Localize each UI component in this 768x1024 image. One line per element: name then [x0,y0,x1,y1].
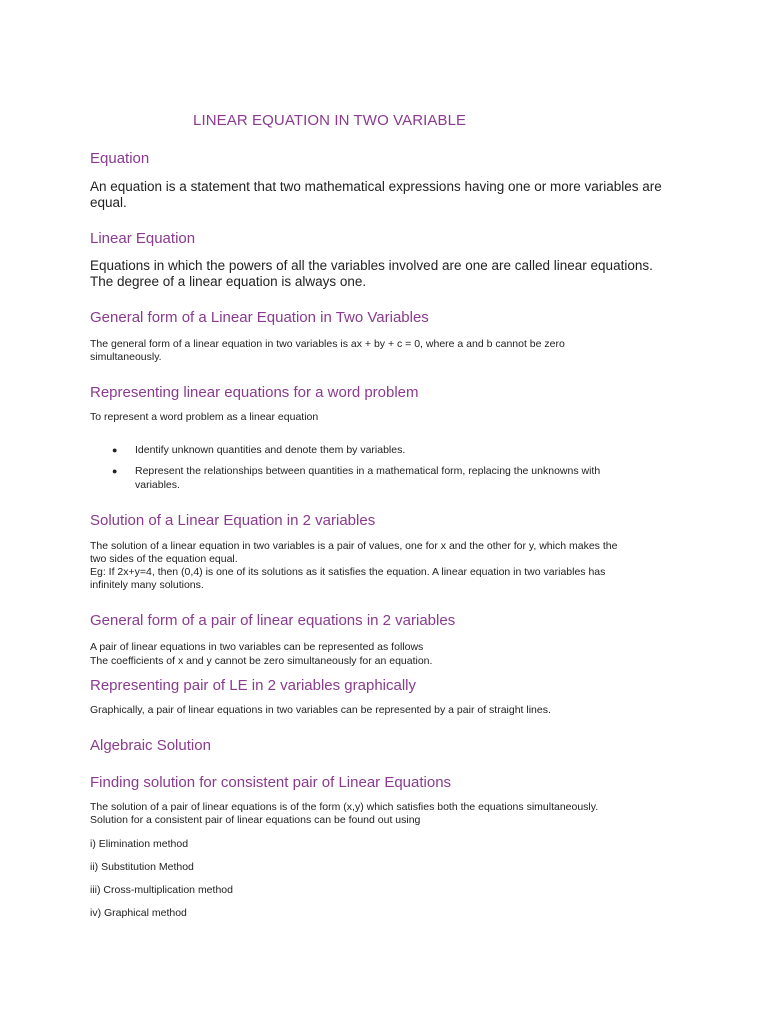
text-line: Eg: If 2x+y=4, then (0,4) is one of its solutions as it satisfies the equation. A linear equation in two variables has [90,566,606,578]
text-line: infinitely many solutions. [90,579,204,591]
text-line: variables. [135,479,180,491]
list-item [112,464,672,492]
heading-solution: Solution of a Linear Equation in 2 variables [90,512,376,529]
text-line: simultaneously. [90,351,162,363]
text-line: Identify unknown quantities and denote them by variables. [135,444,406,456]
text-line: Solution for a consistent pair of linear equations can be found out using [90,814,421,826]
list-item [112,443,672,457]
method-item-graphical: iv) Graphical method [90,907,187,919]
text-line: A pair of linear equations in two variables can be represented as follows [90,641,424,653]
text-line: Equations in which the powers of all the variables involved are one are called linear equations. [90,258,653,273]
solution-paragraph [90,540,680,592]
heading-equation: Equation [90,150,150,167]
heading-word-problem: Representing linear equations for a word problem [90,384,419,401]
heading-consistent-pair: Finding solution for consistent pair of Linear Equations [90,774,452,791]
text-line: The degree of a linear equation is always one. [90,274,367,289]
method-item-substitution: ii) Substitution Method [90,861,194,873]
text-line: The solution of a pair of linear equations is of the form (x,y) which satisfies both the equations simultaneously. [90,801,599,813]
method-item-elimination: i) Elimination method [90,838,189,850]
consistent-paragraph [90,801,680,827]
general-form-paragraph [90,338,680,364]
bullet-icon: ● [112,466,118,476]
text-line: The general form of a linear equation in two variables is ax + by + c = 0, where a and b cannot be zero [90,338,565,350]
text-line: The coefficients of x and y cannot be zero simultaneously for an equation. [90,655,433,667]
text-line: The solution of a linear equation in two variables is a pair of values, one for x and the other for y, which makes the [90,540,618,552]
heading-linear-equation: Linear Equation [90,230,196,247]
bullet-icon: ● [112,445,118,455]
pair-general-form-paragraph [90,640,680,668]
graphical-paragraph [90,704,680,717]
page-title: LINEAR EQUATION IN TWO VARIABLE [193,112,467,129]
text-line: equal. [90,195,127,210]
heading-algebraic-solution: Algebraic Solution [90,737,211,754]
text-line: An equation is a statement that two mathematical expressions having one or more variables are [90,179,662,194]
heading-pair-general-form: General form of a pair of linear equations in 2 variables [90,612,456,629]
word-problem-intro: To represent a word problem as a linear equation [90,411,319,423]
heading-graphical: Representing pair of LE in 2 variables graphically [90,677,417,694]
heading-general-form: General form of a Linear Equation in Two Variables [90,309,429,326]
linear-equation-paragraph [90,258,690,290]
text-line: Represent the relationships between quantities in a mathematical form, replacing the unknowns with [135,465,601,477]
equation-paragraph [90,179,690,211]
method-item-cross-multiplication: iii) Cross-multiplication method [90,884,233,896]
text-line: Graphically, a pair of linear equations in two variables can be represented by a pair of straight lines. [90,704,551,716]
text-line: two sides of the equation equal. [90,553,238,565]
